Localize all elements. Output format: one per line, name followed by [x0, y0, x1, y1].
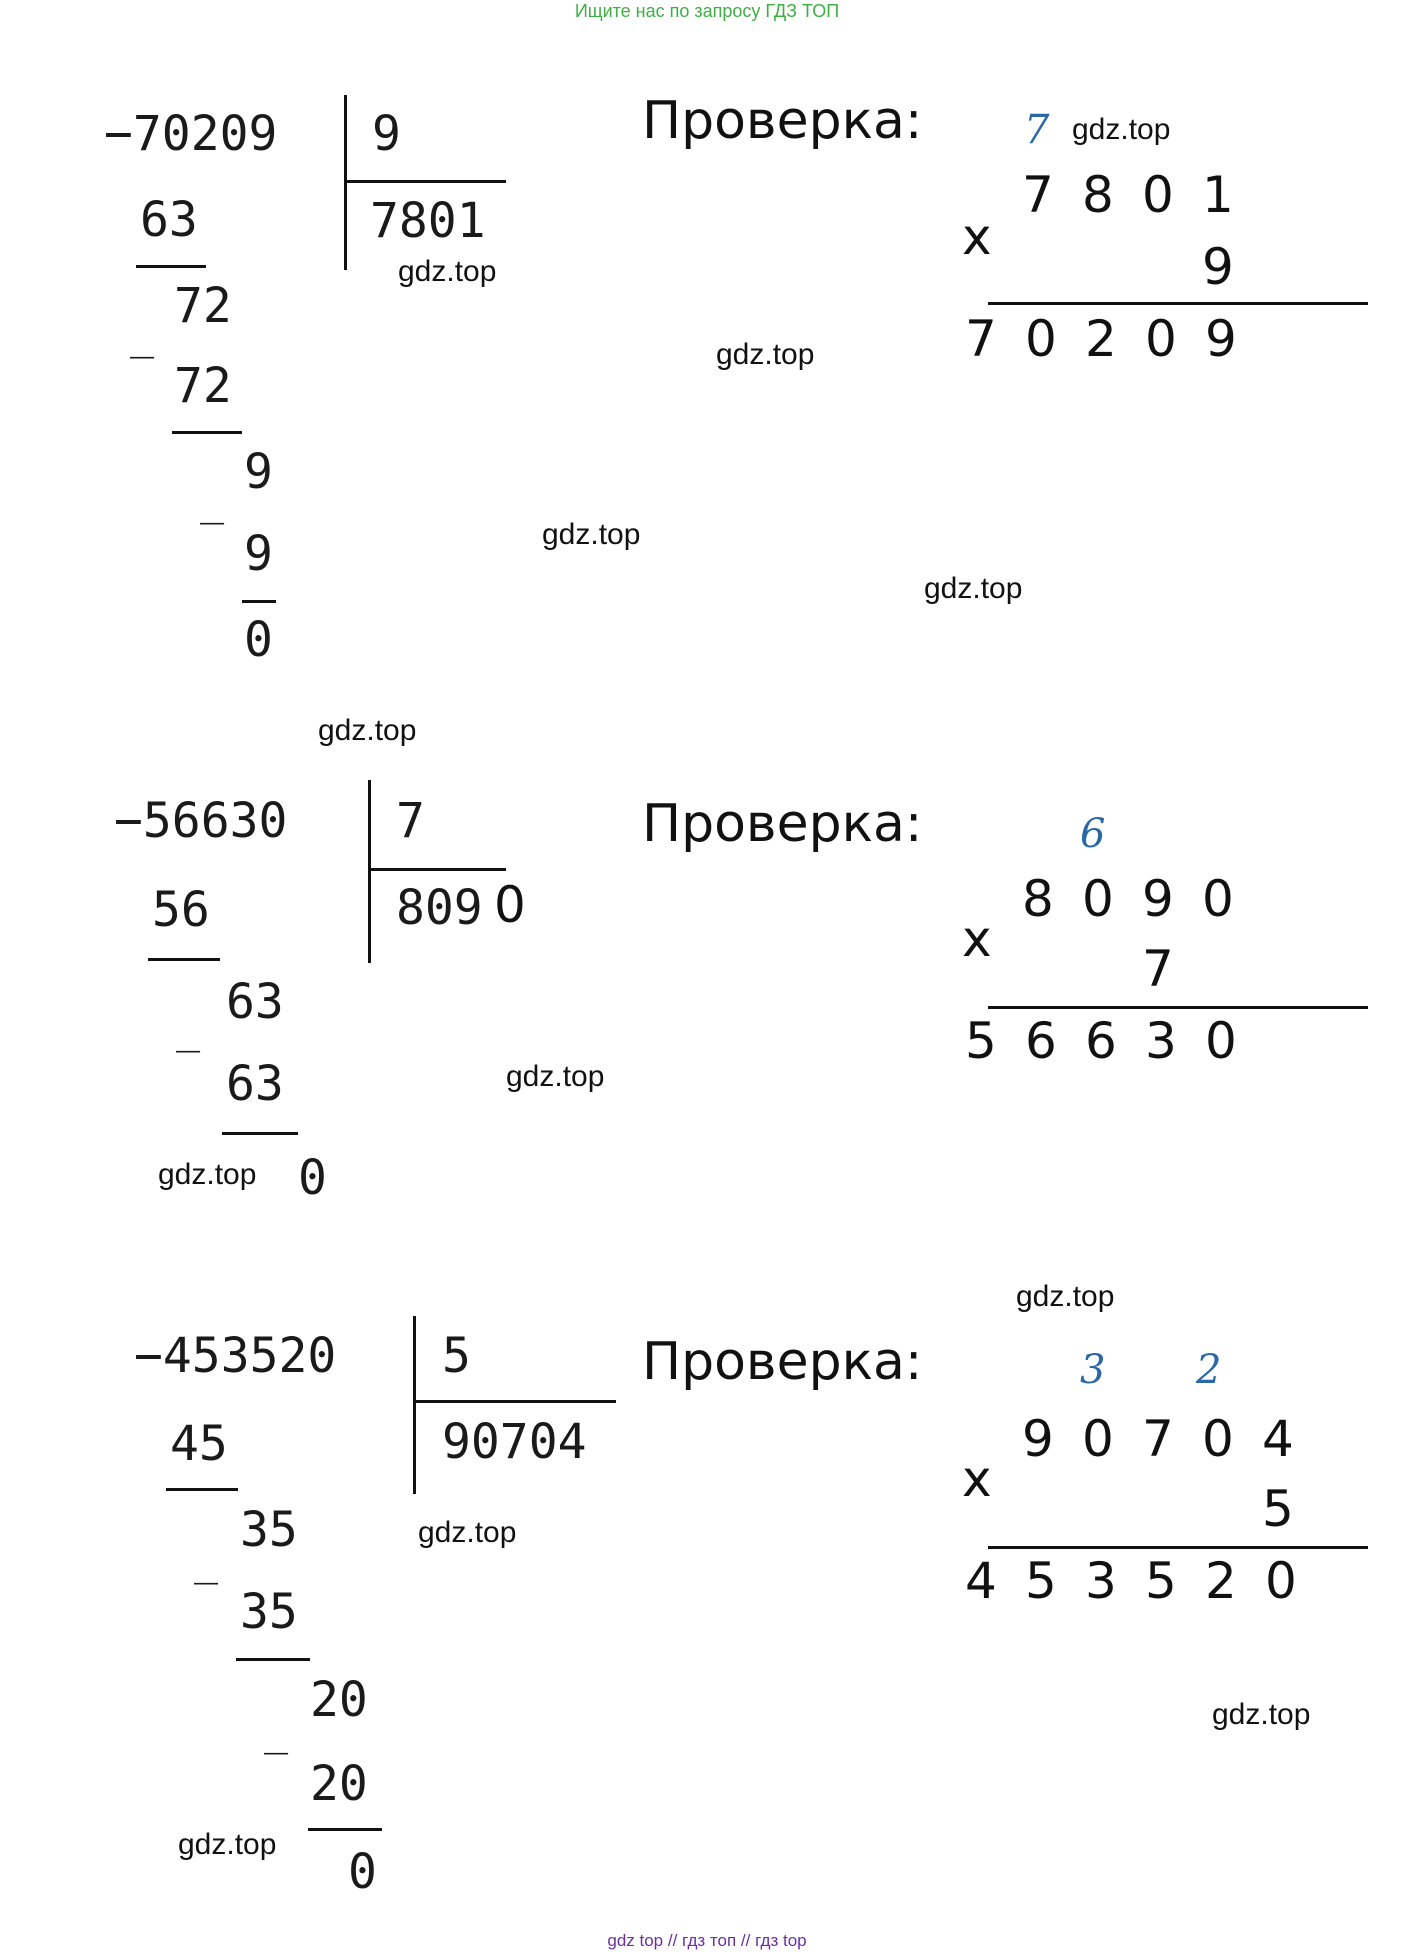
- division-bracket-horizontal: [413, 1400, 616, 1403]
- divisor: 5: [442, 1328, 471, 1384]
- remainder: 0: [348, 1844, 377, 1900]
- step-value: 56: [152, 882, 210, 938]
- watermark: gdz.top: [506, 1060, 605, 1093]
- multiplicand-digit: 8: [1082, 166, 1114, 224]
- multiplicand-digit: 7: [1022, 166, 1054, 224]
- step-underline: [236, 1658, 310, 1661]
- product-line: [988, 1546, 1368, 1549]
- footer-link-gdz-top[interactable]: gdz top: [607, 1931, 664, 1950]
- watermark: gdz.top: [1212, 1698, 1311, 1731]
- footer-separator: //: [667, 1931, 678, 1950]
- multiplicand-digit: 4: [1262, 1410, 1294, 1468]
- multiplier: 7: [1142, 940, 1174, 998]
- product-digit: 2: [1085, 310, 1117, 368]
- product-digit: 3: [1145, 1012, 1177, 1070]
- watermark: gdz.top: [158, 1158, 257, 1191]
- watermark: gdz.top: [542, 518, 641, 551]
- multiplicand-digit: 0: [1082, 1410, 1114, 1468]
- step-underline: [308, 1828, 382, 1831]
- multiplicand-digit: 9: [1142, 870, 1174, 928]
- multiplicand-digit: 0: [1202, 1410, 1234, 1468]
- minus-sign: _: [130, 313, 155, 359]
- carry-digit: 3: [1080, 1347, 1106, 1393]
- division-bracket-vertical: [368, 780, 371, 963]
- dividend: −453520: [134, 1328, 337, 1384]
- footer-links: [0, 1932, 1414, 1949]
- step-value: 63: [140, 192, 198, 248]
- step-value: 63: [226, 1056, 284, 1112]
- step-underline: [148, 958, 220, 961]
- minus-sign: _: [264, 1709, 289, 1755]
- check-title: Проверка:: [642, 794, 923, 854]
- product-digit: 0: [1025, 310, 1057, 368]
- footer-link-gdz-top-mixed[interactable]: гдз top: [755, 1931, 807, 1950]
- footer-separator: //: [740, 1931, 751, 1950]
- step-underline: [136, 265, 206, 268]
- multiplicand-digit: 8: [1022, 870, 1054, 928]
- divisor: 9: [372, 106, 401, 162]
- multiplier: 5: [1262, 1480, 1294, 1538]
- step-underline: [172, 431, 242, 434]
- step-value: 35: [240, 1584, 298, 1640]
- minus-sign: _: [176, 1007, 201, 1053]
- step-value: 72: [174, 358, 232, 414]
- product-digit: 7: [965, 310, 997, 368]
- remainder: 0: [244, 612, 273, 668]
- step-value: 20: [310, 1756, 368, 1812]
- multiplicand-digit: 0: [1082, 870, 1114, 928]
- watermark: gdz.top: [178, 1828, 277, 1861]
- carry-digit: 6: [1080, 811, 1106, 857]
- quotient: 90704: [442, 1414, 587, 1470]
- step-value: 9: [244, 444, 273, 500]
- multiply-sign: x: [962, 1450, 992, 1508]
- product-digit: 6: [1085, 1012, 1117, 1070]
- product-digit: 5: [965, 1012, 997, 1070]
- quotient: 809: [396, 880, 483, 936]
- watermark: gdz.top: [924, 572, 1023, 605]
- multiplicand-digit: 7: [1142, 1410, 1174, 1468]
- dividend: −70209: [104, 106, 278, 162]
- dividend: −56630: [114, 793, 288, 849]
- divisor: 7: [396, 793, 425, 849]
- product-digit: 2: [1205, 1552, 1237, 1610]
- product-digit: 5: [1025, 1552, 1057, 1610]
- quotient-added-digit: 0: [494, 876, 526, 934]
- product-line: [988, 302, 1368, 305]
- step-underline: [242, 600, 276, 603]
- multiplicand-digit: 0: [1142, 166, 1174, 224]
- multiply-sign: x: [962, 208, 992, 266]
- step-value: 45: [170, 1416, 228, 1472]
- product-digit: 5: [1145, 1552, 1177, 1610]
- watermark: gdz.top: [398, 255, 497, 288]
- product-digit: 4: [965, 1552, 997, 1610]
- remainder: 0: [298, 1150, 327, 1206]
- step-underline: [166, 1488, 238, 1491]
- carry-digit: 2: [1196, 1347, 1222, 1393]
- division-bracket-horizontal: [368, 868, 506, 871]
- product-line: [988, 1006, 1368, 1009]
- division-bracket-vertical: [413, 1316, 416, 1494]
- minus-sign: _: [194, 1539, 219, 1585]
- watermark: gdz.top: [318, 714, 417, 747]
- carry-digit: 7: [1024, 107, 1050, 153]
- product-digit: 0: [1205, 1012, 1237, 1070]
- footer-link-gdz-top-ru[interactable]: гдз топ: [682, 1931, 737, 1950]
- watermark: gdz.top: [716, 338, 815, 371]
- step-underline: [222, 1132, 298, 1135]
- multiplicand-digit: 9: [1022, 1410, 1054, 1468]
- division-bracket-horizontal: [344, 180, 506, 183]
- product-digit: 3: [1085, 1552, 1117, 1610]
- product-digit: 9: [1205, 310, 1237, 368]
- multiplier: 9: [1202, 238, 1234, 296]
- product-digit: 0: [1145, 310, 1177, 368]
- header-banner[interactable]: Ищите нас по запросу ГДЗ ТОП: [574, 1, 840, 21]
- step-value: 9: [244, 526, 273, 582]
- product-digit: 6: [1025, 1012, 1057, 1070]
- minus-sign: _: [200, 479, 225, 525]
- step-value: 63: [226, 974, 284, 1030]
- watermark: gdz.top: [1072, 113, 1171, 146]
- watermark: gdz.top: [1016, 1280, 1115, 1313]
- product-digit: 0: [1265, 1552, 1297, 1610]
- multiply-sign: x: [962, 910, 992, 968]
- check-title: Проверка:: [642, 1332, 923, 1392]
- quotient: 7801: [370, 193, 486, 249]
- check-title: Проверка:: [642, 91, 923, 151]
- step-value: 20: [310, 1672, 368, 1728]
- step-value: 35: [240, 1502, 298, 1558]
- step-value: 72: [174, 278, 232, 334]
- multiplicand-digit: 1: [1202, 166, 1234, 224]
- multiplicand-digit: 0: [1202, 870, 1234, 928]
- watermark: gdz.top: [418, 1516, 517, 1549]
